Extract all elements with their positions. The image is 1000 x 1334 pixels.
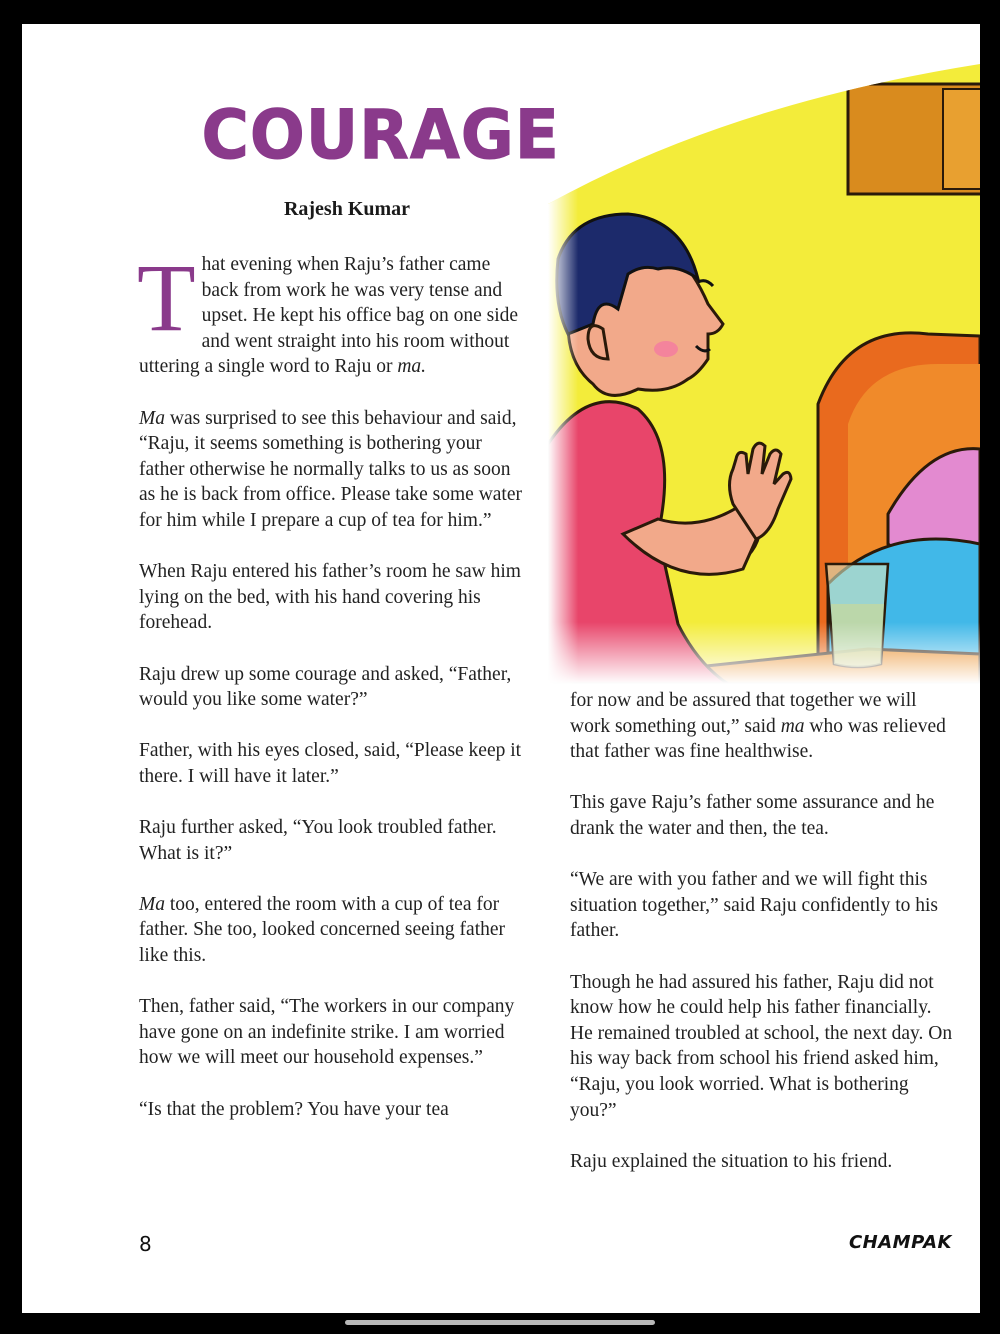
paragraph-text: Then, father said, “The workers in our company have gone on an indefinite strike. I am worried how we will meet our household expenses.” bbox=[139, 996, 515, 1069]
champak-logo: CHAMPAK bbox=[848, 1232, 952, 1253]
story-title: COURAGE bbox=[201, 96, 560, 175]
paragraph-text: This gave Raju’s father some assurance and he drank the water and then, the tea. bbox=[570, 792, 935, 839]
paragraph-text: Raju explained the situation to his friend. bbox=[570, 1150, 893, 1172]
paragraph-text: Father, with his eyes closed, said, “Please keep it there. I will have it later.” bbox=[139, 740, 522, 787]
story-paragraph bbox=[570, 867, 955, 944]
paragraph-text: “Is that the problem? You have your tea bbox=[139, 1098, 449, 1120]
paragraph-text: Ma bbox=[139, 893, 165, 915]
story-paragraph bbox=[139, 994, 524, 1071]
story-paragraph bbox=[570, 970, 955, 1124]
paragraph-text: “We are with you father and we will fight this situation together,” said Raju confidently to his father. bbox=[570, 869, 939, 942]
paragraph-text: Raju further asked, “You look troubled father. What is it?” bbox=[139, 817, 497, 864]
story-paragraph bbox=[139, 892, 524, 969]
story-paragraph bbox=[139, 406, 524, 534]
story-paragraph bbox=[139, 559, 524, 636]
paragraph-text: for now and be assured that together we will work something out,” said bbox=[570, 690, 917, 737]
paragraph-text: was surprised to see this behaviour and said, “Raju, it seems something is bothering your father otherwise he normally talks to us as soon as he is back from office. Please take some water for him while I prepare a cup of tea for him.” bbox=[139, 407, 522, 531]
paragraph-text: ma. bbox=[397, 356, 427, 378]
story-paragraph bbox=[570, 1149, 955, 1175]
story-paragraph bbox=[137, 244, 524, 380]
paragraph-text: When Raju entered his father’s room he saw him lying on the bed, with his hand covering his forehead. bbox=[139, 561, 521, 634]
paragraph-text: Though he had assured his father, Raju did not know how he could help his father financially. He remained troubled at school, the next day. On his way back from school his friend asked him, “Raju, you look worried. What is bothering you?” bbox=[570, 971, 953, 1121]
paragraph-text: Ma bbox=[139, 407, 165, 429]
drop-cap: T bbox=[137, 244, 196, 351]
story-paragraph bbox=[570, 688, 955, 765]
story-paragraph bbox=[139, 1097, 524, 1123]
magazine-page bbox=[22, 24, 980, 1313]
page-number: 8 bbox=[139, 1232, 152, 1256]
paragraph-text: too, entered the room with a cup of tea for father. She too, looked concerned seeing father like this. bbox=[139, 893, 506, 967]
left-column bbox=[137, 244, 524, 1148]
paragraph-text: ma bbox=[780, 715, 805, 737]
boy-with-glass-illustration-icon bbox=[548, 64, 980, 684]
story-paragraph bbox=[139, 662, 524, 713]
story-paragraph bbox=[139, 738, 524, 789]
story-author: Rajesh Kumar bbox=[283, 198, 411, 220]
paragraph-text: hat evening when Raju’s father came back from work he was very tense and upset. He kept his office bag on one side and went straight into his room without uttering a single word to Raju or bbox=[139, 254, 519, 378]
right-column bbox=[570, 688, 955, 1200]
paragraph-text: Raju drew up some courage and asked, “Father, would you like some water?” bbox=[139, 663, 512, 711]
story-paragraph bbox=[570, 790, 955, 841]
story-paragraph bbox=[139, 815, 524, 866]
home-indicator-bar[interactable] bbox=[345, 1320, 655, 1325]
paragraph-text: who was relieved that father was fine healthwise. bbox=[570, 715, 946, 763]
